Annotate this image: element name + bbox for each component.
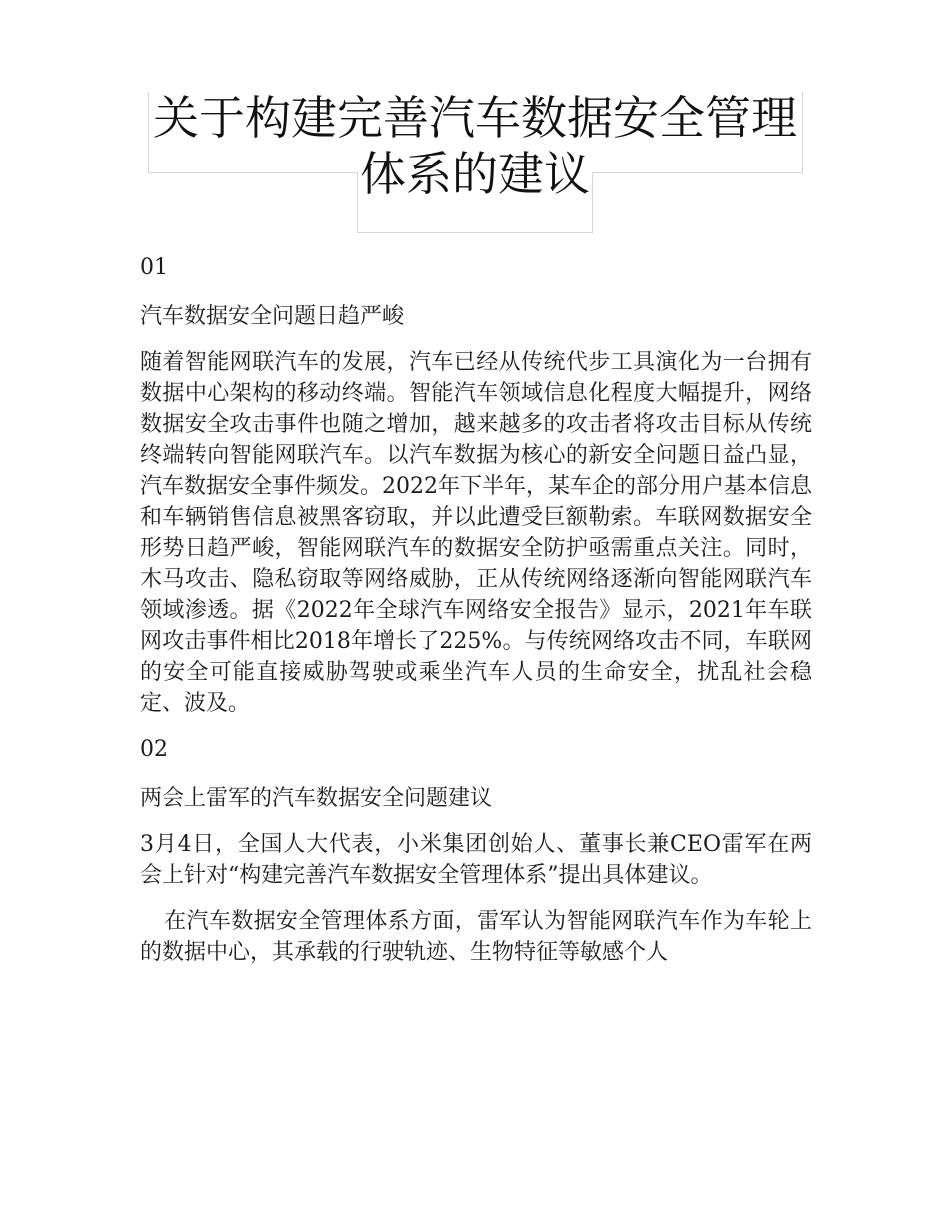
section-number: 02 (140, 737, 168, 762)
body-paragraph: 3月4日，全国人大代表，小米集团创始人、董事长兼CEO雷军在两会上针对“构建完善汽车数据安全管理体系”提出具体建议。 (140, 832, 812, 888)
section-heading: 两会上雷军的汽车数据安全问题建议 (140, 786, 493, 811)
document-title-line-2 (0, 146, 950, 202)
document-title-line-1 (0, 90, 950, 146)
document-body (140, 252, 812, 983)
title-text: 体系的建议 (360, 147, 590, 201)
body-paragraph: 在汽车数据安全管理体系方面，雷军认为智能网联汽车作为车轮上的数据中心，其承载的行驶轨迹、生物特征等敏感个人 (140, 909, 812, 965)
body-paragraph: 随着智能网联汽车的发展，汽车已经从传统代步工具演化为一台拥有数据中心架构的移动终端。智能汽车领域信息化程度大幅提升，网络数据安全攻击事件也随之增加，越来越多的攻击者将攻击目标从传统终端转向智能网联汽车。以汽车数据为核心的新安全问题日益凸显，汽车数据安全事件频发。2022年下半年，某车企的部分用户基本信息和车辆销售信息被黑客窃取，并以此遭受巨额勒索。车联网数据安全形势日趋严峻，智能网联汽车的数据安全防护亟需重点关注。同时，木马攻击、隐私窃取等网络威胁，正从传统网络逐渐向智能网联汽车领域渗透。据《2022年全球汽车网络安全报告》显示，2021年车联网攻击事件相比2018年增长了225%。与传统网络攻击不同，车联网的安全可能直接威胁驾驶或乘坐汽车人员的生命安全，扰乱社会稳定、波及。 (140, 350, 812, 716)
title-text: 关于构建完善汽车数据安全管理 (153, 91, 797, 145)
section-heading: 汽车数据安全问题日趋严峻 (140, 304, 405, 329)
title-box-rule (357, 232, 593, 233)
section-number: 01 (140, 255, 168, 280)
